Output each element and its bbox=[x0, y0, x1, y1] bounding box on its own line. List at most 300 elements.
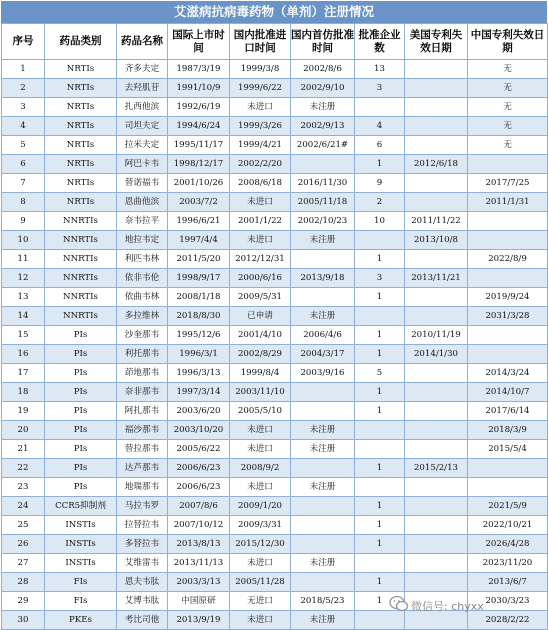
table-cell: 2007/8/6 bbox=[168, 497, 230, 516]
table-cell: 1 bbox=[355, 345, 405, 364]
table-cell bbox=[405, 535, 468, 554]
table-cell bbox=[468, 269, 548, 288]
table-cell: 7 bbox=[2, 174, 45, 193]
table-cell: 6 bbox=[2, 155, 45, 174]
table-cell: 23 bbox=[2, 478, 45, 497]
table-cell: 未注册 bbox=[291, 231, 355, 250]
table-cell: 3 bbox=[2, 98, 45, 117]
table-cell bbox=[355, 440, 405, 459]
table-row bbox=[2, 193, 548, 212]
table-cell: 未注册 bbox=[291, 440, 355, 459]
table-cell: 1 bbox=[2, 60, 45, 79]
table-cell: NRTIs bbox=[45, 117, 117, 136]
table-row bbox=[2, 98, 548, 117]
table-cell: 未进口 bbox=[230, 478, 291, 497]
table-cell: 2001/4/10 bbox=[230, 326, 291, 345]
table-cell: 2011/11/22 bbox=[405, 212, 468, 231]
table-row bbox=[2, 269, 548, 288]
table-cell: 2013/10/8 bbox=[405, 231, 468, 250]
table-cell: 2002/2/20 bbox=[230, 155, 291, 174]
table-cell bbox=[468, 231, 548, 250]
table-cell: 未注册 bbox=[291, 478, 355, 497]
table-cell: 6 bbox=[355, 136, 405, 155]
watermark bbox=[411, 598, 484, 614]
table-cell: 2012/12/31 bbox=[230, 250, 291, 269]
table-cell bbox=[405, 421, 468, 440]
table-cell: 11 bbox=[2, 250, 45, 269]
registration-table-panel bbox=[1, 1, 547, 630]
table-cell: 2009/1/20 bbox=[230, 497, 291, 516]
table-cell: 2005/11/28 bbox=[230, 573, 291, 592]
table-cell: 14 bbox=[2, 307, 45, 326]
table-cell: 阿扎那韦 bbox=[117, 402, 168, 421]
table-cell: 15 bbox=[2, 326, 45, 345]
table-title: 艾滋病抗病毒药物（单剂）注册情况 bbox=[1, 1, 547, 23]
table-cell bbox=[291, 497, 355, 516]
table-cell: 2000/6/16 bbox=[230, 269, 291, 288]
table-cell: 替拉那韦 bbox=[117, 440, 168, 459]
table-cell: 1 bbox=[355, 326, 405, 345]
table-cell: FIs bbox=[45, 592, 117, 611]
table-cell: 未进口 bbox=[230, 554, 291, 573]
table-cell: 2009/5/31 bbox=[230, 288, 291, 307]
table-row bbox=[2, 554, 548, 573]
table-cell: 1997/4/4 bbox=[168, 231, 230, 250]
table-cell: 2030/3/23 bbox=[468, 592, 548, 611]
table-cell: 2011/5/20 bbox=[168, 250, 230, 269]
table-cell: 22 bbox=[2, 459, 45, 478]
table-cell bbox=[405, 79, 468, 98]
table-cell: 2003/10/20 bbox=[168, 421, 230, 440]
table-cell: 2008/9/2 bbox=[230, 459, 291, 478]
table-cell: 恩曲他滨 bbox=[117, 193, 168, 212]
table-cell: 扎西他滨 bbox=[117, 98, 168, 117]
column-header: 中国专利失效日期 bbox=[468, 24, 548, 60]
table-row bbox=[2, 497, 548, 516]
table-row bbox=[2, 79, 548, 98]
table-row bbox=[2, 212, 548, 231]
table-cell: 未进口 bbox=[230, 231, 291, 250]
table-cell bbox=[405, 117, 468, 136]
table-cell: 未注册 bbox=[291, 421, 355, 440]
table-cell bbox=[355, 98, 405, 117]
column-header: 国内首仿批准时间 bbox=[291, 24, 355, 60]
table-cell: 司坦夫定 bbox=[117, 117, 168, 136]
table-cell: NRTIs bbox=[45, 79, 117, 98]
table-cell: 多拉维林 bbox=[117, 307, 168, 326]
table-cell: 13 bbox=[355, 60, 405, 79]
column-header: 药品名称 bbox=[117, 24, 168, 60]
table-cell: 2006/4/6 bbox=[291, 326, 355, 345]
table-cell: 无进口 bbox=[230, 592, 291, 611]
table-row bbox=[2, 288, 548, 307]
table-cell: 2023/11/20 bbox=[468, 554, 548, 573]
watermark-text: 微信号: chyxx bbox=[411, 600, 484, 613]
table-cell: 未进口 bbox=[230, 440, 291, 459]
table-cell bbox=[355, 554, 405, 573]
table-cell: 2 bbox=[2, 79, 45, 98]
table-cell: 2008/1/18 bbox=[168, 288, 230, 307]
table-cell: 无 bbox=[468, 117, 548, 136]
table-row bbox=[2, 60, 548, 79]
table-cell: 2005/6/22 bbox=[168, 440, 230, 459]
table-cell: PIs bbox=[45, 459, 117, 478]
table-row bbox=[2, 345, 548, 364]
table-cell bbox=[355, 421, 405, 440]
table-row bbox=[2, 440, 548, 459]
column-header: 药品类别 bbox=[45, 24, 117, 60]
table-cell bbox=[291, 402, 355, 421]
table-row bbox=[2, 231, 548, 250]
table-cell: 2017/7/25 bbox=[468, 174, 548, 193]
table-row bbox=[2, 459, 548, 478]
column-header: 国内批准进口时间 bbox=[230, 24, 291, 60]
table-cell: 1 bbox=[355, 497, 405, 516]
table-cell: 28 bbox=[2, 573, 45, 592]
table-cell: 2004/3/17 bbox=[291, 345, 355, 364]
table-cell bbox=[405, 174, 468, 193]
table-cell: NRTIs bbox=[45, 174, 117, 193]
table-cell: 1998/9/17 bbox=[168, 269, 230, 288]
table-cell: 8 bbox=[2, 193, 45, 212]
table-cell: 1994/6/24 bbox=[168, 117, 230, 136]
table-cell: 9 bbox=[2, 212, 45, 231]
table-cell: 1 bbox=[355, 250, 405, 269]
table-cell: 利托那韦 bbox=[117, 345, 168, 364]
table-cell: 2002/9/10 bbox=[291, 79, 355, 98]
table-cell: 2014/3/24 bbox=[468, 364, 548, 383]
table-cell: 2006/6/23 bbox=[168, 478, 230, 497]
table-cell: 21 bbox=[2, 440, 45, 459]
table-cell bbox=[291, 573, 355, 592]
table-cell: 2003/3/13 bbox=[168, 573, 230, 592]
table-cell: 无 bbox=[468, 79, 548, 98]
table-row bbox=[2, 155, 548, 174]
table-cell bbox=[468, 212, 548, 231]
table-cell bbox=[468, 326, 548, 345]
table-cell: 2009/3/31 bbox=[230, 516, 291, 535]
table-cell: 30 bbox=[2, 611, 45, 630]
column-header: 序号 bbox=[2, 24, 45, 60]
table-cell: 2016/11/30 bbox=[291, 174, 355, 193]
table-cell: 未注册 bbox=[291, 98, 355, 117]
table-cell: 2002/9/13 bbox=[291, 117, 355, 136]
table-cell: 2017/6/14 bbox=[468, 402, 548, 421]
table-cell: 中国原研 bbox=[168, 592, 230, 611]
table-cell: 5 bbox=[355, 364, 405, 383]
table-cell: 2001/1/22 bbox=[230, 212, 291, 231]
table-cell: 5 bbox=[2, 136, 45, 155]
table-cell: 无 bbox=[468, 136, 548, 155]
table-cell bbox=[291, 535, 355, 554]
table-row bbox=[2, 535, 548, 554]
table-cell: 10 bbox=[355, 212, 405, 231]
table-cell bbox=[405, 383, 468, 402]
table-cell: PIs bbox=[45, 364, 117, 383]
table-cell: 12 bbox=[2, 269, 45, 288]
table-cell bbox=[405, 497, 468, 516]
table-cell: 已申请 bbox=[230, 307, 291, 326]
table-cell: PIs bbox=[45, 326, 117, 345]
table-cell: 2006/6/23 bbox=[168, 459, 230, 478]
table-cell: PIs bbox=[45, 440, 117, 459]
table-cell: 1 bbox=[355, 459, 405, 478]
table-row bbox=[2, 478, 548, 497]
table-cell: 2028/2/22 bbox=[468, 611, 548, 630]
table-cell: 未注册 bbox=[291, 611, 355, 630]
table-cell bbox=[291, 459, 355, 478]
table-cell: 2015/12/30 bbox=[230, 535, 291, 554]
table-cell: 1998/12/17 bbox=[168, 155, 230, 174]
table-cell: PKEs bbox=[45, 611, 117, 630]
table-cell: 2002/10/23 bbox=[291, 212, 355, 231]
table-cell: 1999/6/22 bbox=[230, 79, 291, 98]
table-cell bbox=[291, 250, 355, 269]
table-cell: 16 bbox=[2, 345, 45, 364]
table-cell: 2003/6/20 bbox=[168, 402, 230, 421]
table-cell bbox=[355, 307, 405, 326]
table-cell: 1 bbox=[355, 592, 405, 611]
table-cell: 2019/9/24 bbox=[468, 288, 548, 307]
table-cell: 1 bbox=[355, 573, 405, 592]
table-cell: 19 bbox=[2, 402, 45, 421]
table-cell: 1999/3/8 bbox=[230, 60, 291, 79]
table-cell: 拉米夫定 bbox=[117, 136, 168, 155]
table-cell: 2013/11/13 bbox=[168, 554, 230, 573]
table-cell: 29 bbox=[2, 592, 45, 611]
table-cell: 2018/3/9 bbox=[468, 421, 548, 440]
table-cell: 恩夫韦肽 bbox=[117, 573, 168, 592]
table-cell: 拉替拉韦 bbox=[117, 516, 168, 535]
table-cell: 10 bbox=[2, 231, 45, 250]
table-cell: 18 bbox=[2, 383, 45, 402]
table-cell: 地拉韦定 bbox=[117, 231, 168, 250]
table-cell bbox=[468, 345, 548, 364]
table-cell: NNRTIs bbox=[45, 250, 117, 269]
table-cell: 依曲韦林 bbox=[117, 288, 168, 307]
table-cell: 无 bbox=[468, 98, 548, 117]
table-cell: PIs bbox=[45, 402, 117, 421]
table-row bbox=[2, 250, 548, 269]
table-cell: 利匹韦林 bbox=[117, 250, 168, 269]
table-cell bbox=[405, 554, 468, 573]
table-cell: 2022/8/9 bbox=[468, 250, 548, 269]
table-cell: 福沙那韦 bbox=[117, 421, 168, 440]
table-row bbox=[2, 573, 548, 592]
table-cell: 未注册 bbox=[291, 307, 355, 326]
table-cell: NNRTIs bbox=[45, 231, 117, 250]
table-cell: 1 bbox=[355, 516, 405, 535]
table-cell: NRTIs bbox=[45, 193, 117, 212]
table-cell: 地瑞那韦 bbox=[117, 478, 168, 497]
table-cell: 1995/12/6 bbox=[168, 326, 230, 345]
table-cell: 1995/11/17 bbox=[168, 136, 230, 155]
table-cell: 1991/10/9 bbox=[168, 79, 230, 98]
table-cell: 1999/4/21 bbox=[230, 136, 291, 155]
table-cell: NNRTIs bbox=[45, 307, 117, 326]
table-cell: 2001/10/26 bbox=[168, 174, 230, 193]
table-cell: 2012/6/18 bbox=[405, 155, 468, 174]
table-cell bbox=[405, 98, 468, 117]
table-cell bbox=[405, 60, 468, 79]
table-row bbox=[2, 307, 548, 326]
table-row bbox=[2, 364, 548, 383]
table-cell: 茚地那韦 bbox=[117, 364, 168, 383]
table-cell: PIs bbox=[45, 345, 117, 364]
table-cell: 马拉韦罗 bbox=[117, 497, 168, 516]
table-cell: 2015/2/13 bbox=[405, 459, 468, 478]
table-cell: 达芦那韦 bbox=[117, 459, 168, 478]
table-cell: 2003/9/16 bbox=[291, 364, 355, 383]
table-cell bbox=[355, 478, 405, 497]
table-cell: CCR5抑制剂 bbox=[45, 497, 117, 516]
table-cell: FIs bbox=[45, 573, 117, 592]
table-cell bbox=[405, 440, 468, 459]
table-cell: 1992/6/19 bbox=[168, 98, 230, 117]
table-cell bbox=[405, 516, 468, 535]
table-cell: 未进口 bbox=[230, 611, 291, 630]
table-cell bbox=[405, 250, 468, 269]
table-cell: PIs bbox=[45, 478, 117, 497]
table-cell bbox=[355, 231, 405, 250]
table-cell bbox=[405, 402, 468, 421]
table-cell bbox=[405, 307, 468, 326]
table-cell: NRTIs bbox=[45, 155, 117, 174]
table-cell: 2002/8/29 bbox=[230, 345, 291, 364]
table-cell: 1997/3/14 bbox=[168, 383, 230, 402]
table-row bbox=[2, 421, 548, 440]
table-cell: 1996/6/21 bbox=[168, 212, 230, 231]
table-cell: 4 bbox=[355, 117, 405, 136]
table-cell: 去羟肌苷 bbox=[117, 79, 168, 98]
table-cell: 1 bbox=[355, 155, 405, 174]
column-header: 批准企业数 bbox=[355, 24, 405, 60]
table-cell bbox=[291, 155, 355, 174]
table-cell bbox=[405, 573, 468, 592]
table-cell: 3 bbox=[355, 79, 405, 98]
header-row bbox=[2, 24, 548, 60]
table-cell: NNRTIs bbox=[45, 288, 117, 307]
table-cell: 24 bbox=[2, 497, 45, 516]
table-cell: 2031/3/28 bbox=[468, 307, 548, 326]
table-cell: 1 bbox=[355, 288, 405, 307]
table-cell: 2005/11/18 bbox=[291, 193, 355, 212]
table-cell bbox=[291, 516, 355, 535]
table-cell: 1999/8/4 bbox=[230, 364, 291, 383]
table-cell bbox=[468, 478, 548, 497]
table-cell: 奈韦拉平 bbox=[117, 212, 168, 231]
table-cell: 13 bbox=[2, 288, 45, 307]
drug-registration-table bbox=[1, 23, 548, 630]
table-cell: 25 bbox=[2, 516, 45, 535]
table-cell: 沙奎那韦 bbox=[117, 326, 168, 345]
table-cell: 奈非那韦 bbox=[117, 383, 168, 402]
table-cell bbox=[405, 288, 468, 307]
table-cell: 2014/10/7 bbox=[468, 383, 548, 402]
table-row bbox=[2, 174, 548, 193]
table-cell bbox=[468, 459, 548, 478]
table-cell: 2007/10/12 bbox=[168, 516, 230, 535]
table-cell: 2013/9/18 bbox=[291, 269, 355, 288]
table-cell: 1999/3/26 bbox=[230, 117, 291, 136]
table-cell: 2014/1/30 bbox=[405, 345, 468, 364]
table-cell: 9 bbox=[355, 174, 405, 193]
table-cell: 依非韦伦 bbox=[117, 269, 168, 288]
table-cell: 2013/6/7 bbox=[468, 573, 548, 592]
table-cell: 替诺福韦 bbox=[117, 174, 168, 193]
table-cell: 1987/3/19 bbox=[168, 60, 230, 79]
table-cell: 考比司他 bbox=[117, 611, 168, 630]
table-cell: 1 bbox=[355, 535, 405, 554]
table-cell: 2015/5/4 bbox=[468, 440, 548, 459]
table-cell: PIs bbox=[45, 383, 117, 402]
table-cell: 1 bbox=[355, 383, 405, 402]
table-cell bbox=[468, 155, 548, 174]
table-cell: 2026/4/28 bbox=[468, 535, 548, 554]
table-cell: 26 bbox=[2, 535, 45, 554]
table-cell: 2013/9/19 bbox=[168, 611, 230, 630]
table-cell: 多替拉韦 bbox=[117, 535, 168, 554]
table-cell: 阿巴卡韦 bbox=[117, 155, 168, 174]
table-cell: 齐多夫定 bbox=[117, 60, 168, 79]
table-cell: 艾博韦肽 bbox=[117, 592, 168, 611]
table-cell: 2018/5/23 bbox=[291, 592, 355, 611]
table-cell: INSTIs bbox=[45, 535, 117, 554]
table-cell: INSTIs bbox=[45, 516, 117, 535]
table-cell: 2022/10/21 bbox=[468, 516, 548, 535]
table-cell: 27 bbox=[2, 554, 45, 573]
table-cell: 未进口 bbox=[230, 98, 291, 117]
table-cell: 2013/11/21 bbox=[405, 269, 468, 288]
table-row bbox=[2, 117, 548, 136]
table-cell: 2 bbox=[355, 193, 405, 212]
table-cell bbox=[405, 193, 468, 212]
table-cell: 2002/8/6 bbox=[291, 60, 355, 79]
table-cell: 1996/3/13 bbox=[168, 364, 230, 383]
table-cell: 2008/6/18 bbox=[230, 174, 291, 193]
table-cell: 20 bbox=[2, 421, 45, 440]
table-cell: 2005/5/10 bbox=[230, 402, 291, 421]
column-header: 美国专利失效日期 bbox=[405, 24, 468, 60]
table-cell: NNRTIs bbox=[45, 269, 117, 288]
table-cell: 2021/5/9 bbox=[468, 497, 548, 516]
table-row bbox=[2, 136, 548, 155]
table-cell: 未注册 bbox=[291, 554, 355, 573]
table-cell: 3 bbox=[355, 269, 405, 288]
table-cell: INSTIs bbox=[45, 554, 117, 573]
table-cell bbox=[405, 136, 468, 155]
table-cell: NRTIs bbox=[45, 98, 117, 117]
table-cell: 1 bbox=[355, 402, 405, 421]
table-cell: 未进口 bbox=[230, 193, 291, 212]
table-cell: NRTIs bbox=[45, 60, 117, 79]
table-cell: 2011/1/31 bbox=[468, 193, 548, 212]
table-cell: 2003/11/10 bbox=[230, 383, 291, 402]
column-header: 国际上市时间 bbox=[168, 24, 230, 60]
table-body bbox=[2, 60, 548, 630]
table-row bbox=[2, 402, 548, 421]
table-cell: 2018/8/30 bbox=[168, 307, 230, 326]
table-cell: 4 bbox=[2, 117, 45, 136]
table-row bbox=[2, 383, 548, 402]
table-cell: 艾维雷韦 bbox=[117, 554, 168, 573]
table-row bbox=[2, 516, 548, 535]
table-cell bbox=[291, 288, 355, 307]
table-cell: 2002/6/21# bbox=[291, 136, 355, 155]
table-cell bbox=[405, 364, 468, 383]
table-cell: PIs bbox=[45, 421, 117, 440]
table-cell bbox=[291, 383, 355, 402]
